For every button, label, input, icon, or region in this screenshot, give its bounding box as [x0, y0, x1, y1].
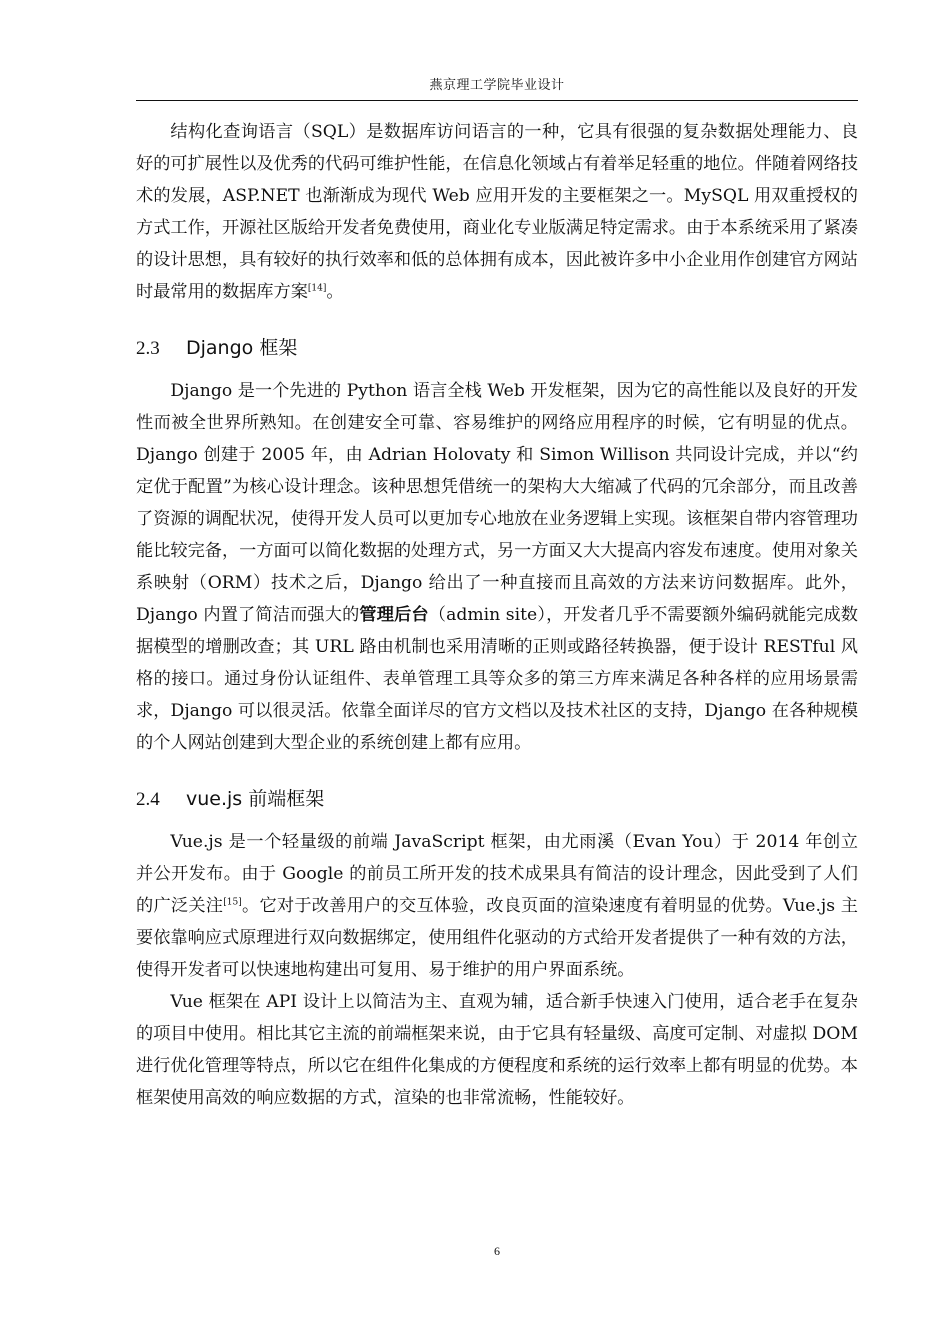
paragraph-sql-text: 结构化查询语言（SQL）是数据库访问语言的一种，它具有很强的复杂数据处理能力、良好的可扩展性以及优秀的代码可维护性能，在信息化领域占有着举足轻重的地位。伴随着网络技术的发展，ASP.NET 也渐渐成为现代 Web 应用开发的主要框架之一。MySQL 用双重授权的方式工作，开源社区版给开发者免费使用，商业化专业版满足特定需求。由于本系统采用了紧凑的设计思想，具有较好的执行效率和低的总体拥有成本，因此被许多中小企业用作创建官方网站时最常用的数据库方案 [136, 122, 858, 302]
citation-14[interactable]: [14] [307, 283, 327, 294]
paragraph-sql-end: 。 [326, 282, 344, 302]
paragraph-vue-1-part1: Vue.js 是一个轻量级的前端 JavaScript 框架，由尤雨溪（Evan You）于 2014 年创立并公开发布。由于 Google 的前员工所开发的技术成果具有简洁的设计理念，因此受到了人们的广泛关注 [136, 832, 858, 916]
paragraph-vue-2: Vue 框架在 API 设计上以简洁为主、直观为辅，适合新手快速入门使用，适合老手在复杂的项目中使用。相比其它主流的前端框架来说，由于它具有轻量级、高度可定制、对虚拟 DOM 进行优化管理等特点，所以它在组件化集成的方便程度和系统的运行效率上都有明显的优势。本框架使用高效的响应数据的方式，渲染的也非常流畅，性能较好。 [136, 992, 858, 1108]
section-heading-vue [136, 783, 858, 816]
header-rule [136, 100, 858, 101]
paragraph-django [136, 375, 858, 759]
paragraph-django-part1: Django 是一个先进的 Python 语言全栈 Web 开发框架，因为它的高性能以及良好的开发性而被全世界所熟知。在创建安全可靠、容易维护的网络应用程序的时候，它有明显的优点。Django 创建于 2005 年，由 Adrian Holovaty 和 Simon Willison 共同设计完成，并以“约定优于配置”为核心设计理念。该种思想凭借统一的架构大大缩减了代码的冗余部分，而且改善了资源的调配状况，使得开发人员可以更加专心地放在业务逻辑上实现。该框架自带内容管理功能比较完备，一方面可以简化数据的处理方式，另一方面又大大提高内容发布速度。使用对象关系映射（ORM）技术之后，Django 给出了一种直接而且高效的方法来访问数据库。此外，Django 内置了简洁而强大的 [136, 381, 858, 625]
paragraph-vue-1 [136, 826, 858, 986]
page-content [136, 116, 858, 1114]
section-heading-django [136, 332, 858, 365]
paragraph-sql [136, 116, 858, 308]
section-number: 2.4 [136, 789, 160, 810]
section-number: 2.3 [136, 338, 160, 359]
bold-term-admin: 管理后台 [359, 605, 429, 625]
page-header: 燕京理工学院毕业设计 [429, 78, 565, 93]
section-title: Django 框架 [186, 337, 298, 359]
section-title: vue.js 前端框架 [186, 788, 325, 810]
paragraph-django-part2: （admin site），开发者几乎不需要额外编码就能完成数据模型的增删改查；其 URL 路由机制也采用清晰的正则或路径转换器，便于设计 RESTful 风格的接口。通过身份认证组件、表单管理工具等众多的第三方库来满足各种各样的应用场景需求，Django 可以很灵活。依靠全面详尽的官方文档以及技术社区的支持，Django 在各种规模的个人网站创建到大型企业的系统创建上都有应用。 [136, 605, 858, 753]
paragraph-vue-1-part2: 。它对于改善用户的交互体验，改良页面的渲染速度有着明显的优势。Vue.js 主要依靠响应式原理进行双向数据绑定，使用组件化驱动的方式给开发者提供了一种有效的方法，使得开发者可以快速地构建出可复用、易于维护的用户界面系统。 [136, 896, 858, 980]
page-number: 6 [494, 1244, 500, 1258]
citation-15[interactable]: [15] [223, 897, 242, 908]
